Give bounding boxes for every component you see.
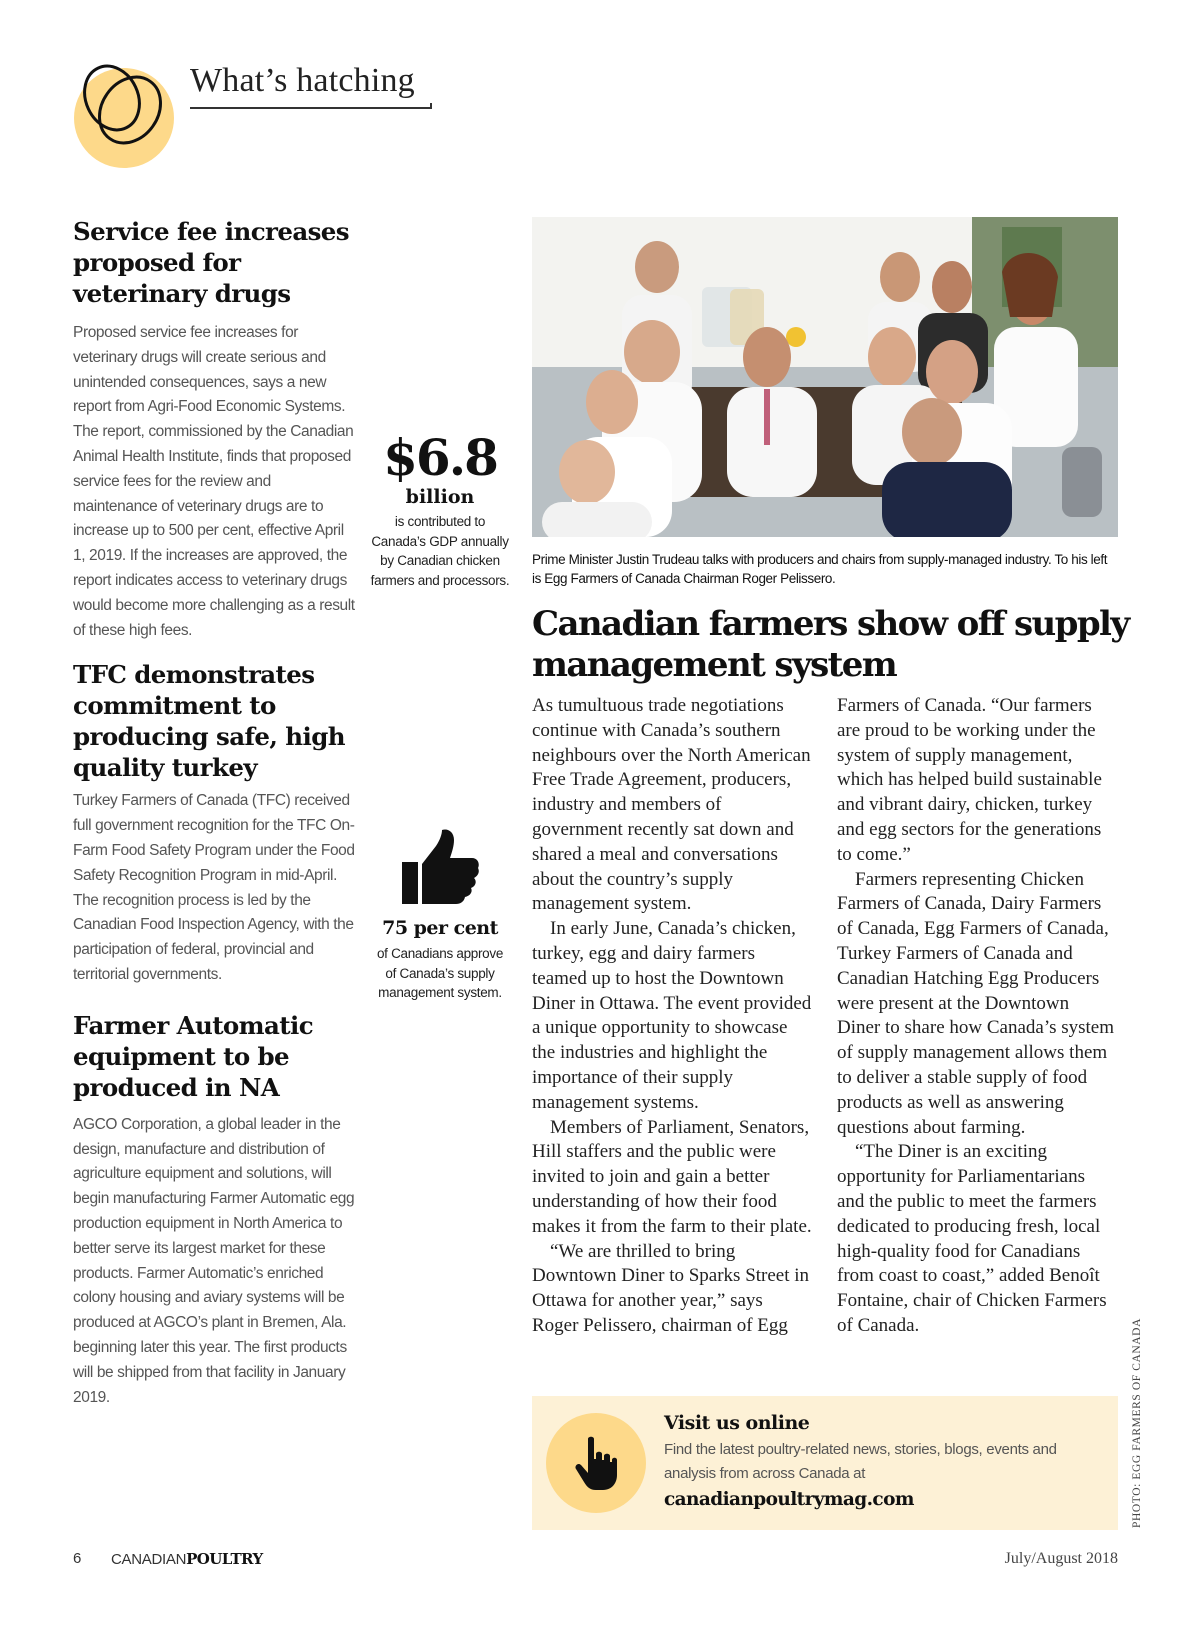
stat-approval-value: 75 per cent	[382, 917, 498, 939]
thumbs-up-icon	[398, 828, 482, 908]
page-number: 6	[73, 1550, 82, 1567]
article-paragraph: Farmers of Canada. “Our farmers are proud to be working under the system of supply management, which has helped build sustainable and vibrant dairy, chicken, turkey and egg sectors for the generations to come.”	[837, 695, 1102, 865]
section-title: What’s hatching	[190, 62, 415, 99]
story-headline-vet-fees: Service fee increases proposed for veterinary drugs	[73, 217, 349, 308]
pointing-hand-icon	[574, 1435, 618, 1491]
visit-online-box	[532, 1396, 1118, 1530]
stat-gdp-text: is contributed to Canada’s GDP annually by Canadian chicken farmers and processors.	[370, 514, 510, 588]
article-paragraph: “The Diner is an exciting opportunity for Parliamentarians and the public to meet the farmers dedicated to producing fresh, local high-quality food for Canadians from coast to coast,” added Benoît Fontaine, chair of Chicken Farmers of Canada.	[837, 1141, 1107, 1336]
visit-icon-circle	[546, 1413, 646, 1513]
title-rule	[190, 107, 430, 109]
feature-photo	[532, 217, 1118, 537]
stat-gdp	[370, 430, 510, 590]
stat-gdp-unit: billion	[405, 486, 475, 508]
story-body-vet-fees: Proposed service fee increases for veterinary drugs will create serious and unintended consequences, says a new report from Agri-Food Economic Systems. The report, commissioned by the Canadian Animal Health Institute, finds that proposed service fees for the review and maintenance of veterinary drugs are to increase up to 500 per cent, effective April 1, 2019. If the increases are approved, the report indicates access to veterinary drugs would become more challenging as a result of these high fees.	[73, 324, 355, 639]
issue-date: July/August 2018	[1004, 1550, 1118, 1567]
stat-gdp-value: $6.8	[383, 428, 497, 487]
story-headline-farmer-automatic: Farmer Automatic equipment to be produced in NA	[73, 1010, 314, 1102]
article-paragraph: Members of Parliament, Senators, Hill staffers and the public were invited to join and gain a better understanding of how their food makes it from the farm to their plate.	[532, 1116, 812, 1237]
article-paragraph: As tumultuous trade negotiations continue with Canada’s southern neighbours over the North American Free Trade Agreement, producers, industry and members of government recently sat down and shared a meal and conversations about the country’s supply management system.	[532, 695, 811, 915]
story-headline-tfc: TFC demonstrates commitment to producing safe, high quality turkey	[73, 660, 345, 783]
section-header	[72, 58, 432, 168]
feature-headline: Canadian farmers show off supply management system	[532, 604, 1129, 685]
visit-url-link[interactable]: canadianpoultrymag.com	[664, 1489, 914, 1510]
photo-credit: PHOTO: EGG FARMERS OF CANADA	[1131, 1318, 1143, 1528]
visit-title: Visit us online	[664, 1412, 810, 1434]
publication-prefix: CANADIAN	[111, 1551, 187, 1568]
article-paragraph: In early June, Canada’s chicken, turkey, egg and dairy farmers teamed up to host the Downtown Diner in Ottawa. The event provided a unique opportunity to showcase the industries and highlight the importance of their supply management systems.	[532, 918, 812, 1113]
article-column-1	[532, 694, 812, 1339]
publication-name	[111, 1550, 263, 1568]
publication-bold: POULTRY	[186, 1550, 263, 1568]
photo-illustration	[532, 217, 1118, 537]
stat-approval	[370, 828, 510, 1003]
article-paragraph: Farmers representing Chicken Farmers of Canada, Dairy Farmers of Canada, Egg Farmers of Canada, Turkey Farmers of Canada and Canadian Hatching Egg Producers were present at the Downtown Diner to share how Canada’s system of supply management allows them to deliver a stable supply of food products as well as answering questions about farming.	[837, 868, 1115, 1138]
stat-approval-text: of Canadians approve of Canada’s supply management system.	[376, 946, 504, 1000]
left-column	[73, 216, 358, 1410]
photo-caption: Prime Minister Justin Trudeau talks with producers and chairs from supply-managed industry. To his left is Egg Farmers of Canada Chairman Roger Pelissero.	[532, 552, 1108, 586]
eggs-icon	[72, 58, 182, 158]
story-body-farmer-automatic: AGCO Corporation, a global leader in the design, manufacture and distribution of agriculture equipment and solutions, will begin manufacturing Farmer Automatic egg production equipment in North America to better serve its largest market for these products. Farmer Automatic’s enriched colony housing and aviary systems will be produced at AGCO’s plant in Bremen, Ala. beginning later this year. The first products will be shipped from that facility in January 2019.	[73, 1115, 355, 1406]
story-body-tfc: Turkey Farmers of Canada (TFC) received full government recognition for the TFC On-Farm Food Safety Program under the Food Safety Recognition Program in mid-April. The recognition process is led by the Canadian Food Inspection Agency, with the participation of federal, provincial and territorial governments.	[73, 792, 355, 983]
article-paragraph: “We are thrilled to bring Downtown Diner to Sparks Street in Ottawa for another year,” says Roger Pelissero, chairman of Egg	[532, 1240, 810, 1336]
visit-text: Find the latest poultry-related news, stories, blogs, events and analysis from across Canada at	[664, 1441, 1057, 1482]
article-column-2	[837, 694, 1117, 1339]
